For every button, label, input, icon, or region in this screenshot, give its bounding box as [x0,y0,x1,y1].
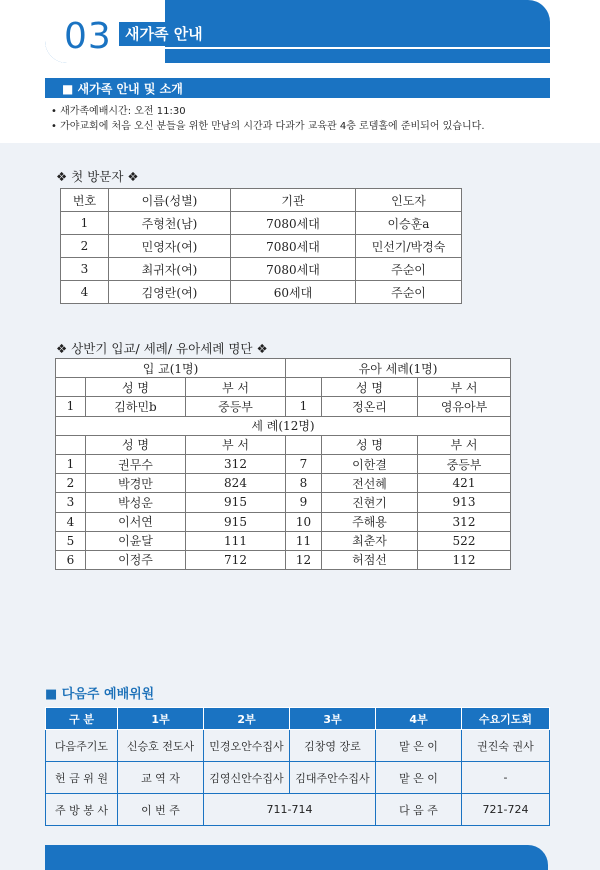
worship-heading: ■ 다음주 예배위원 [45,687,155,702]
cell: 3 [61,258,109,281]
cell: 권진숙 권사 [462,730,550,762]
cell: 주해용 [322,512,418,531]
cell: 9 [286,493,322,512]
cell: 721-724 [462,794,550,826]
table-row [56,454,511,473]
cell: 전선혜 [322,474,418,493]
cell: 312 [418,512,511,531]
table-row [56,397,511,416]
table-row [56,531,511,550]
cell: 522 [418,531,511,550]
row-label: 헌 금 위 원 [46,762,118,794]
cell: 1 [61,212,109,235]
baptism-title: 세 례(12명) [56,416,511,435]
cell: 김영신안수집사 [204,762,290,794]
cell: 915 [186,493,286,512]
cell: 11 [286,531,322,550]
cell: 김영란(여) [109,281,231,304]
cell: 112 [418,550,511,569]
cell: 7 [286,454,322,473]
cell: 다 음 주 [376,794,462,826]
cell: 10 [286,512,322,531]
cell: 711-714 [204,794,376,826]
cell: 421 [418,474,511,493]
intro-heading: ■ 새가족 안내 및 소개 [62,82,183,96]
roster-heading: ❖ 상반기 입교/ 세례/ 유아세례 명단 ❖ [56,341,268,356]
col-header: 성 명 [86,378,186,397]
table-row [56,550,511,569]
visitors-heading: ❖ 첫 방문자 ❖ [56,169,139,184]
cell: 신승호 전도사 [118,730,204,762]
col-header: 4부 [376,708,462,730]
col-header: 3부 [290,708,376,730]
cell: - [462,762,550,794]
cell [286,378,322,397]
cell: 민영자(여) [109,235,231,258]
roster-header-row [56,435,511,454]
cell: 이서연 [86,512,186,531]
worship-header-row [46,708,550,730]
cell: 915 [186,512,286,531]
cell: 영유아부 [418,397,511,416]
col-header: 수요기도회 [462,708,550,730]
cell: 111 [186,531,286,550]
cell: 12 [286,550,322,569]
cell: 이승훈a [356,212,462,235]
cell: 이 번 주 [118,794,204,826]
cell: 민선기/박경숙 [356,235,462,258]
table-row [56,493,511,512]
cell: 7080세대 [231,258,356,281]
col-header: 이름(성별) [109,189,231,212]
col-header: 2부 [204,708,290,730]
table-row [61,212,462,235]
cell: 1 [56,397,86,416]
cell: 60세대 [231,281,356,304]
cell: 진현기 [322,493,418,512]
intro-line: • 새가족예배시간: 오전 11:30 [51,106,186,117]
cell: 5 [56,531,86,550]
cell [56,435,86,454]
col-header: 성 명 [322,378,418,397]
table-row [46,762,550,794]
table-row [46,730,550,762]
cell: 2 [61,235,109,258]
cell: 3 [56,493,86,512]
roster-section-row [56,416,511,435]
col-header: 번호 [61,189,109,212]
cell: 최귀자(여) [109,258,231,281]
cell: 이정주 [86,550,186,569]
col-header: 부 서 [186,435,286,454]
table-row [56,512,511,531]
cell: 4 [61,281,109,304]
col-header: 인도자 [356,189,462,212]
cell: 주형천(남) [109,212,231,235]
cell: 7080세대 [231,212,356,235]
cell: 중등부 [418,454,511,473]
section-title: 새가족 안내 [125,25,203,43]
cell [56,378,86,397]
intro-line: • 가야교회에 처음 오신 분들을 위한 만남의 시간과 다과가 교육관 4층 로뎀홀에 준비되어 있습니다. [51,121,485,132]
visitors-table [60,188,462,304]
cell: 민경오안수집사 [204,730,290,762]
col-header: 부 서 [186,378,286,397]
table-row [61,235,462,258]
section-number: 03 [64,16,112,57]
cell: 712 [186,550,286,569]
cell: 주순이 [356,281,462,304]
table-row [61,258,462,281]
col-header: 1부 [118,708,204,730]
cell: 주순이 [356,258,462,281]
cell: 312 [186,454,286,473]
cell: 6 [56,550,86,569]
cell [286,435,322,454]
cell: 이윤달 [86,531,186,550]
infant-baptism-title: 유아 세례(1명) [286,359,511,378]
col-header: 성 명 [322,435,418,454]
col-header: 부 서 [418,435,511,454]
cell: 이한결 [322,454,418,473]
cell: 4 [56,512,86,531]
cell: 박경만 [86,474,186,493]
col-header: 기관 [231,189,356,212]
cell: 김대주안수집사 [290,762,376,794]
cell: 8 [286,474,322,493]
intro-box [45,98,550,141]
worship-table [45,707,550,826]
header-divider [119,47,550,49]
roster-header-row [56,378,511,397]
cell: 정온리 [322,397,418,416]
table-row [56,474,511,493]
cell: 2 [56,474,86,493]
cell: 1 [56,454,86,473]
cell: 최춘자 [322,531,418,550]
cell: 1 [286,397,322,416]
cell: 7080세대 [231,235,356,258]
cell: 박성운 [86,493,186,512]
roster-section-row [56,359,511,378]
cell: 맡 은 이 [376,730,462,762]
row-label: 주 방 봉 사 [46,794,118,826]
cell: 권무수 [86,454,186,473]
col-header: 부 서 [418,378,511,397]
cell: 김창영 장로 [290,730,376,762]
cell: 김하민b [86,397,186,416]
roster-table [55,358,511,570]
table-header-row [61,189,462,212]
cell: 허점선 [322,550,418,569]
cell: 맡 은 이 [376,762,462,794]
cell: 중등부 [186,397,286,416]
row-label: 다음주기도 [46,730,118,762]
cell: 교 역 자 [118,762,204,794]
cell: 824 [186,474,286,493]
col-header: 구 분 [46,708,118,730]
cell: 913 [418,493,511,512]
col-header: 성 명 [86,435,186,454]
admission-title: 입 교(1명) [56,359,286,378]
table-row [61,281,462,304]
table-row [46,794,550,826]
footer-band [45,845,548,870]
